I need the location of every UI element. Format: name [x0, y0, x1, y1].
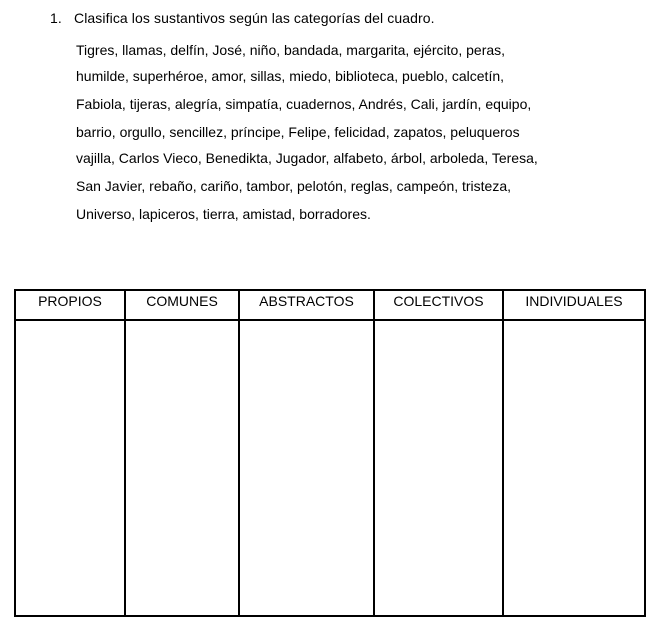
word-paragraph-7: Universo, lapiceros, tierra, amistad, borradores. — [76, 206, 371, 222]
table-answer-row — [15, 320, 645, 616]
answer-cell-abstractos[interactable] — [239, 320, 374, 616]
word-paragraph-5: vajilla, Carlos Vieco, Benedikta, Jugador, alfabeto, árbol, arboleda, Teresa, — [76, 150, 538, 166]
table-header-row — [15, 290, 645, 320]
word-list — [76, 42, 646, 232]
word-paragraph-2: humilde, superhéroe, amor, sillas, miedo, biblioteca, pueblo, calcetín, — [76, 68, 505, 84]
header-individuales: INDIVIDUALES — [503, 290, 645, 320]
header-comunes: COMUNES — [125, 290, 239, 320]
word-paragraph-3: Fabiola, tijeras, alegría, simpatía, cuadernos, Andrés, Cali, jardín, equipo, — [76, 96, 532, 112]
instruction-text: Clasifica los sustantivos según las categorías del cuadro. — [74, 10, 435, 26]
answer-cell-propios[interactable] — [15, 320, 125, 616]
header-abstractos: ABSTRACTOS — [239, 290, 374, 320]
word-paragraph-4: barrio, orgullo, sencillez, príncipe, Felipe, felicidad, zapatos, peluqueros — [76, 124, 520, 140]
header-propios: PROPIOS — [15, 290, 125, 320]
exercise-instruction — [50, 10, 435, 26]
word-paragraph-1: Tigres, llamas, delfín, José, niño, bandada, margarita, ejército, peras, — [76, 42, 506, 58]
word-paragraph-6: San Javier, rebaño, cariño, tambor, pelotón, reglas, campeón, tristeza, — [76, 178, 512, 194]
header-colectivos: COLECTIVOS — [374, 290, 503, 320]
answer-cell-comunes[interactable] — [125, 320, 239, 616]
answer-cell-colectivos[interactable] — [374, 320, 503, 616]
exercise-number: 1. — [50, 10, 62, 26]
classification-table — [14, 289, 646, 617]
answer-cell-individuales[interactable] — [503, 320, 645, 616]
